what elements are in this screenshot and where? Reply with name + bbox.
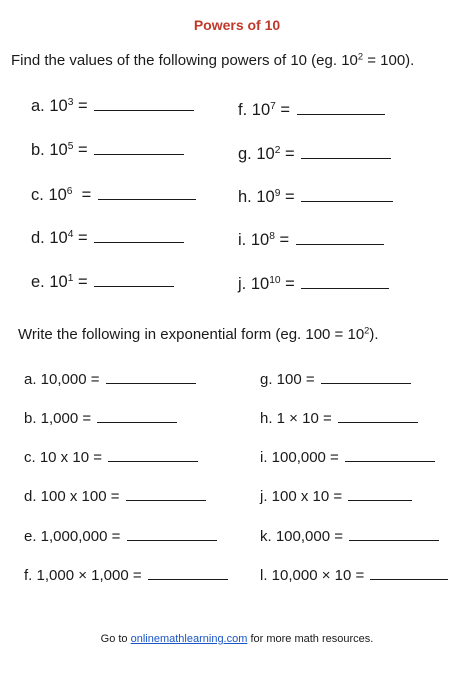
answer-blank[interactable] — [94, 241, 184, 243]
answer-blank[interactable] — [127, 539, 217, 541]
answer-blank[interactable] — [348, 499, 412, 501]
answer-blank[interactable] — [297, 113, 385, 115]
section1-instruction: Find the values of the following powers of 10 (eg. $10^2 = 100$). — [11, 51, 415, 69]
answer-blank[interactable] — [301, 157, 391, 159]
answer-blank[interactable] — [345, 460, 435, 462]
question-a: a. $10^3$ = — [31, 97, 194, 116]
question-2g: g. 100 = — [260, 371, 411, 388]
question-i: i. $10^8$ = — [238, 231, 384, 250]
question-2c: c. 10 x 10 = — [24, 449, 198, 466]
answer-blank[interactable] — [94, 153, 184, 155]
question-2e: e. 1,000,000 = — [24, 528, 217, 545]
question-2h: h. 1 × 10 = — [260, 410, 418, 427]
answer-blank[interactable] — [94, 109, 194, 111]
question-2j: j. 100 x 10 = — [260, 488, 412, 505]
question-2f: f. 1,000 × 1,000 = — [24, 567, 228, 584]
answer-blank[interactable] — [321, 382, 411, 384]
answer-blank[interactable] — [301, 287, 389, 289]
section2-instruction: Write the following in exponential form (eg. $100 = 10^2$). — [18, 325, 379, 343]
question-2a: a. 10,000 = — [24, 371, 196, 388]
question-2l: l. 10,000 × 10 = — [260, 567, 448, 584]
question-2k: k. 100,000 = — [260, 528, 439, 545]
answer-blank[interactable] — [349, 539, 439, 541]
question-d: d. $10^4$ = — [31, 229, 184, 248]
question-b: b. $10^5$ = — [31, 141, 184, 160]
page-title: Powers of 10 — [193, 17, 281, 33]
answer-blank[interactable] — [94, 285, 174, 287]
question-g: g. $10^2$ = — [238, 145, 391, 164]
answer-blank[interactable] — [126, 499, 206, 501]
answer-blank[interactable] — [301, 200, 393, 202]
site-link[interactable]: onlinemathlearning.com — [130, 633, 248, 645]
question-c: c. $10^6$ = — [31, 186, 196, 205]
question-f: f. $10^7$ = — [238, 101, 385, 120]
answer-blank[interactable] — [98, 198, 196, 200]
answer-blank[interactable] — [338, 421, 418, 423]
question-e: e. $10^1$ = — [31, 273, 174, 292]
question-2i: i. 100,000 = — [260, 449, 435, 466]
question-j: j. $10^{10}$ = — [238, 275, 389, 294]
answer-blank[interactable] — [296, 243, 384, 245]
answer-blank[interactable] — [97, 421, 177, 423]
answer-blank[interactable] — [370, 578, 448, 580]
answer-blank[interactable] — [106, 382, 196, 384]
question-h: h. $10^9$ = — [238, 188, 393, 207]
answer-blank[interactable] — [108, 460, 198, 462]
question-2b: b. 1,000 = — [24, 410, 177, 427]
footer: Go to onlinemathlearning.com for more math resources. — [100, 633, 374, 645]
question-2d: d. 100 x 100 = — [24, 488, 206, 505]
answer-blank[interactable] — [148, 578, 228, 580]
